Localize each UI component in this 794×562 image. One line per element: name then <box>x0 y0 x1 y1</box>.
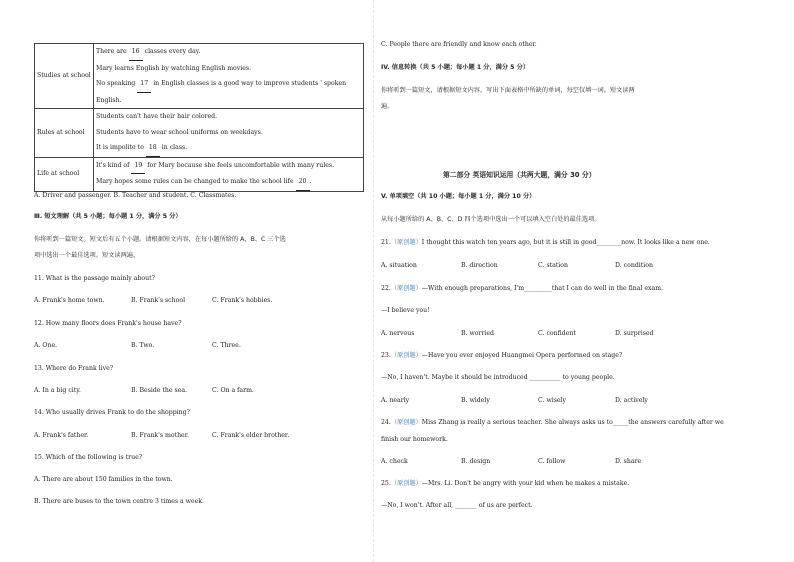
option-c: C. People there are friendly and know each other. <box>381 41 537 48</box>
question-14: 14. Who usually drives Frank to do the shopping? <box>34 409 190 416</box>
option-c: C. On a farm. <box>212 387 254 394</box>
table-line: No speaking 17 in English classes is a good way to improve students ' spoken <box>96 76 361 93</box>
option-a: A. There are about 150 families in the town. <box>34 476 173 483</box>
question-13: 13. Where do Frank live? <box>34 365 114 372</box>
question-25: 25.（原创题）—Mrs. Li. Don't be angry with your kid when he makes a mistake. <box>381 480 630 487</box>
question-24-continued: finish our homework. <box>381 436 448 443</box>
table-line: It's kind of 19 for Mary because she feels uncomfortable with many rules. <box>96 158 361 175</box>
table-line: English. <box>96 96 122 104</box>
answer-blank: 16 <box>129 44 143 61</box>
table-line: Mary learns English by watching English movies. <box>96 64 252 72</box>
section3-title: Ⅲ. 短文理解（共 5 小题；每小题 1 分，满分 5 分） <box>34 213 182 220</box>
option-d: D. share <box>615 458 642 465</box>
section4-instruction: 你将听到一篇短文，请根据短文内容，写出下面表格中所缺的单词，每空仅填一词。短文读两 <box>381 87 635 94</box>
question-15: 15. Which of the following is true? <box>34 454 143 461</box>
part2-title: 第二部分 英语知识运用（共两大题，满分 30 分） <box>443 171 596 179</box>
column-divider <box>373 0 374 562</box>
table-line: Students have to wear school uniforms on weekdays. <box>96 128 263 136</box>
option-c: C. station <box>538 262 568 269</box>
section3-instruction: 你将听到一篇短文。短文后有五个小题。请根据短文内容，在每小题所给的 A、B、C 三个选 <box>34 236 286 243</box>
section5-instruction: 从每小题所给的 A、B、C、D 四个选项中选出一个可以填入空白处的最佳选项。 <box>381 216 601 223</box>
option-d: D. actively <box>615 397 648 404</box>
option-c: C. Three. <box>212 342 241 349</box>
section4-instruction: 遍。 <box>381 103 394 110</box>
option-b: B. design <box>461 458 491 465</box>
option-c: C. follow <box>538 458 566 465</box>
option-b: B. Frank's mother. <box>131 432 189 439</box>
table-line: It is impolite to 18 in class. <box>96 140 361 157</box>
option-a: A. situation <box>381 262 417 269</box>
option-b: B. widely <box>461 397 490 404</box>
answer-blank: 20 <box>296 174 310 191</box>
dialogue-line: —No, I haven't. Maybe it should be introduced __________ to young people. <box>381 374 615 381</box>
answer-blank: 19 <box>131 158 145 175</box>
option-c: C. Frank's hobbies. <box>212 297 273 304</box>
source-tag: （原创题） <box>390 480 422 487</box>
answer-blank: 18 <box>146 140 160 157</box>
table-category-cell: Studies at school <box>35 44 94 109</box>
question-21: 21.（原创题）I thought this watch ten years ago, but it is still in good________now. It looks like a new one. <box>381 239 710 246</box>
option-a: A. nearly <box>381 397 410 404</box>
table-line: Mary hopes some rules can be changed to make the school life 20 . <box>96 174 361 191</box>
question-23: 23.（原创题）—Have you ever enjoyed Huangmei Opera performed on stage? <box>381 352 623 359</box>
dialogue-line: —I believe you! <box>381 307 430 314</box>
option-c: C. confident <box>538 330 576 337</box>
option-b: B. Frank's school <box>131 297 186 304</box>
source-tag: （原创题） <box>390 239 422 246</box>
table-category-cell: Life at school <box>35 157 94 191</box>
answer-blank: 17 <box>137 76 151 93</box>
option-b: B. Two. <box>131 342 155 349</box>
right-column <box>381 0 724 562</box>
source-tag: （原创题） <box>390 419 422 426</box>
option-b: B. worried <box>461 330 495 337</box>
option-b: B. direction <box>461 262 498 269</box>
option-d: D. condition <box>615 262 653 269</box>
section4-title: IV. 信息转换（共 5 小题；每小题 1 分，满分 5 分） <box>381 64 530 71</box>
question-11: 11. What is the passage mainly about? <box>34 275 155 282</box>
option-b: B. Beside the sea. <box>131 387 188 394</box>
option-a: A. One. <box>34 342 58 349</box>
source-tag: （原创题） <box>390 352 422 359</box>
option-a: A. Frank's father. <box>34 432 89 439</box>
option-b: B. There are buses to the town centre 3 times a week. <box>34 498 204 505</box>
answer-options-line: A. Driver and passenger. B. Teacher and student. C. Classmates. <box>34 192 237 199</box>
table-line: Students can't have their hair colored. <box>96 113 218 120</box>
question-24: 24.（原创题）Miss Zhang is really a serious teacher. She always asks us to_____the answers carefully after we <box>381 419 724 426</box>
option-a: A. check <box>381 458 408 465</box>
dialogue-line: —No, I won't. After all, _______ of us are perfect. <box>381 502 533 509</box>
table-line: There are 16 classes every day. <box>96 44 361 61</box>
section3-instruction: 项中选出一个最佳选项。短文读两遍。 <box>34 252 140 259</box>
question-22: 22.（原创题）—With enough preparations, I'm_________that I can do well in the final exam. <box>381 285 664 292</box>
option-c: C. Frank's elder brother. <box>212 432 290 439</box>
option-c: C. wisely <box>538 397 567 404</box>
source-tag: （原创题） <box>390 285 422 292</box>
question-12: 12. How many floors does Frank's house have? <box>34 320 182 327</box>
table-category-cell: Rules at school <box>35 109 94 158</box>
option-a: A. In a big city. <box>34 387 81 394</box>
option-d: D. surprised <box>615 330 654 337</box>
left-column <box>34 0 364 562</box>
option-a: A. Frank's home town. <box>34 297 105 304</box>
option-a: A. nervous <box>381 330 415 337</box>
section5-title: V. 单项填空（共 10 小题；每小题 1 分，满分 10 分） <box>381 193 536 200</box>
